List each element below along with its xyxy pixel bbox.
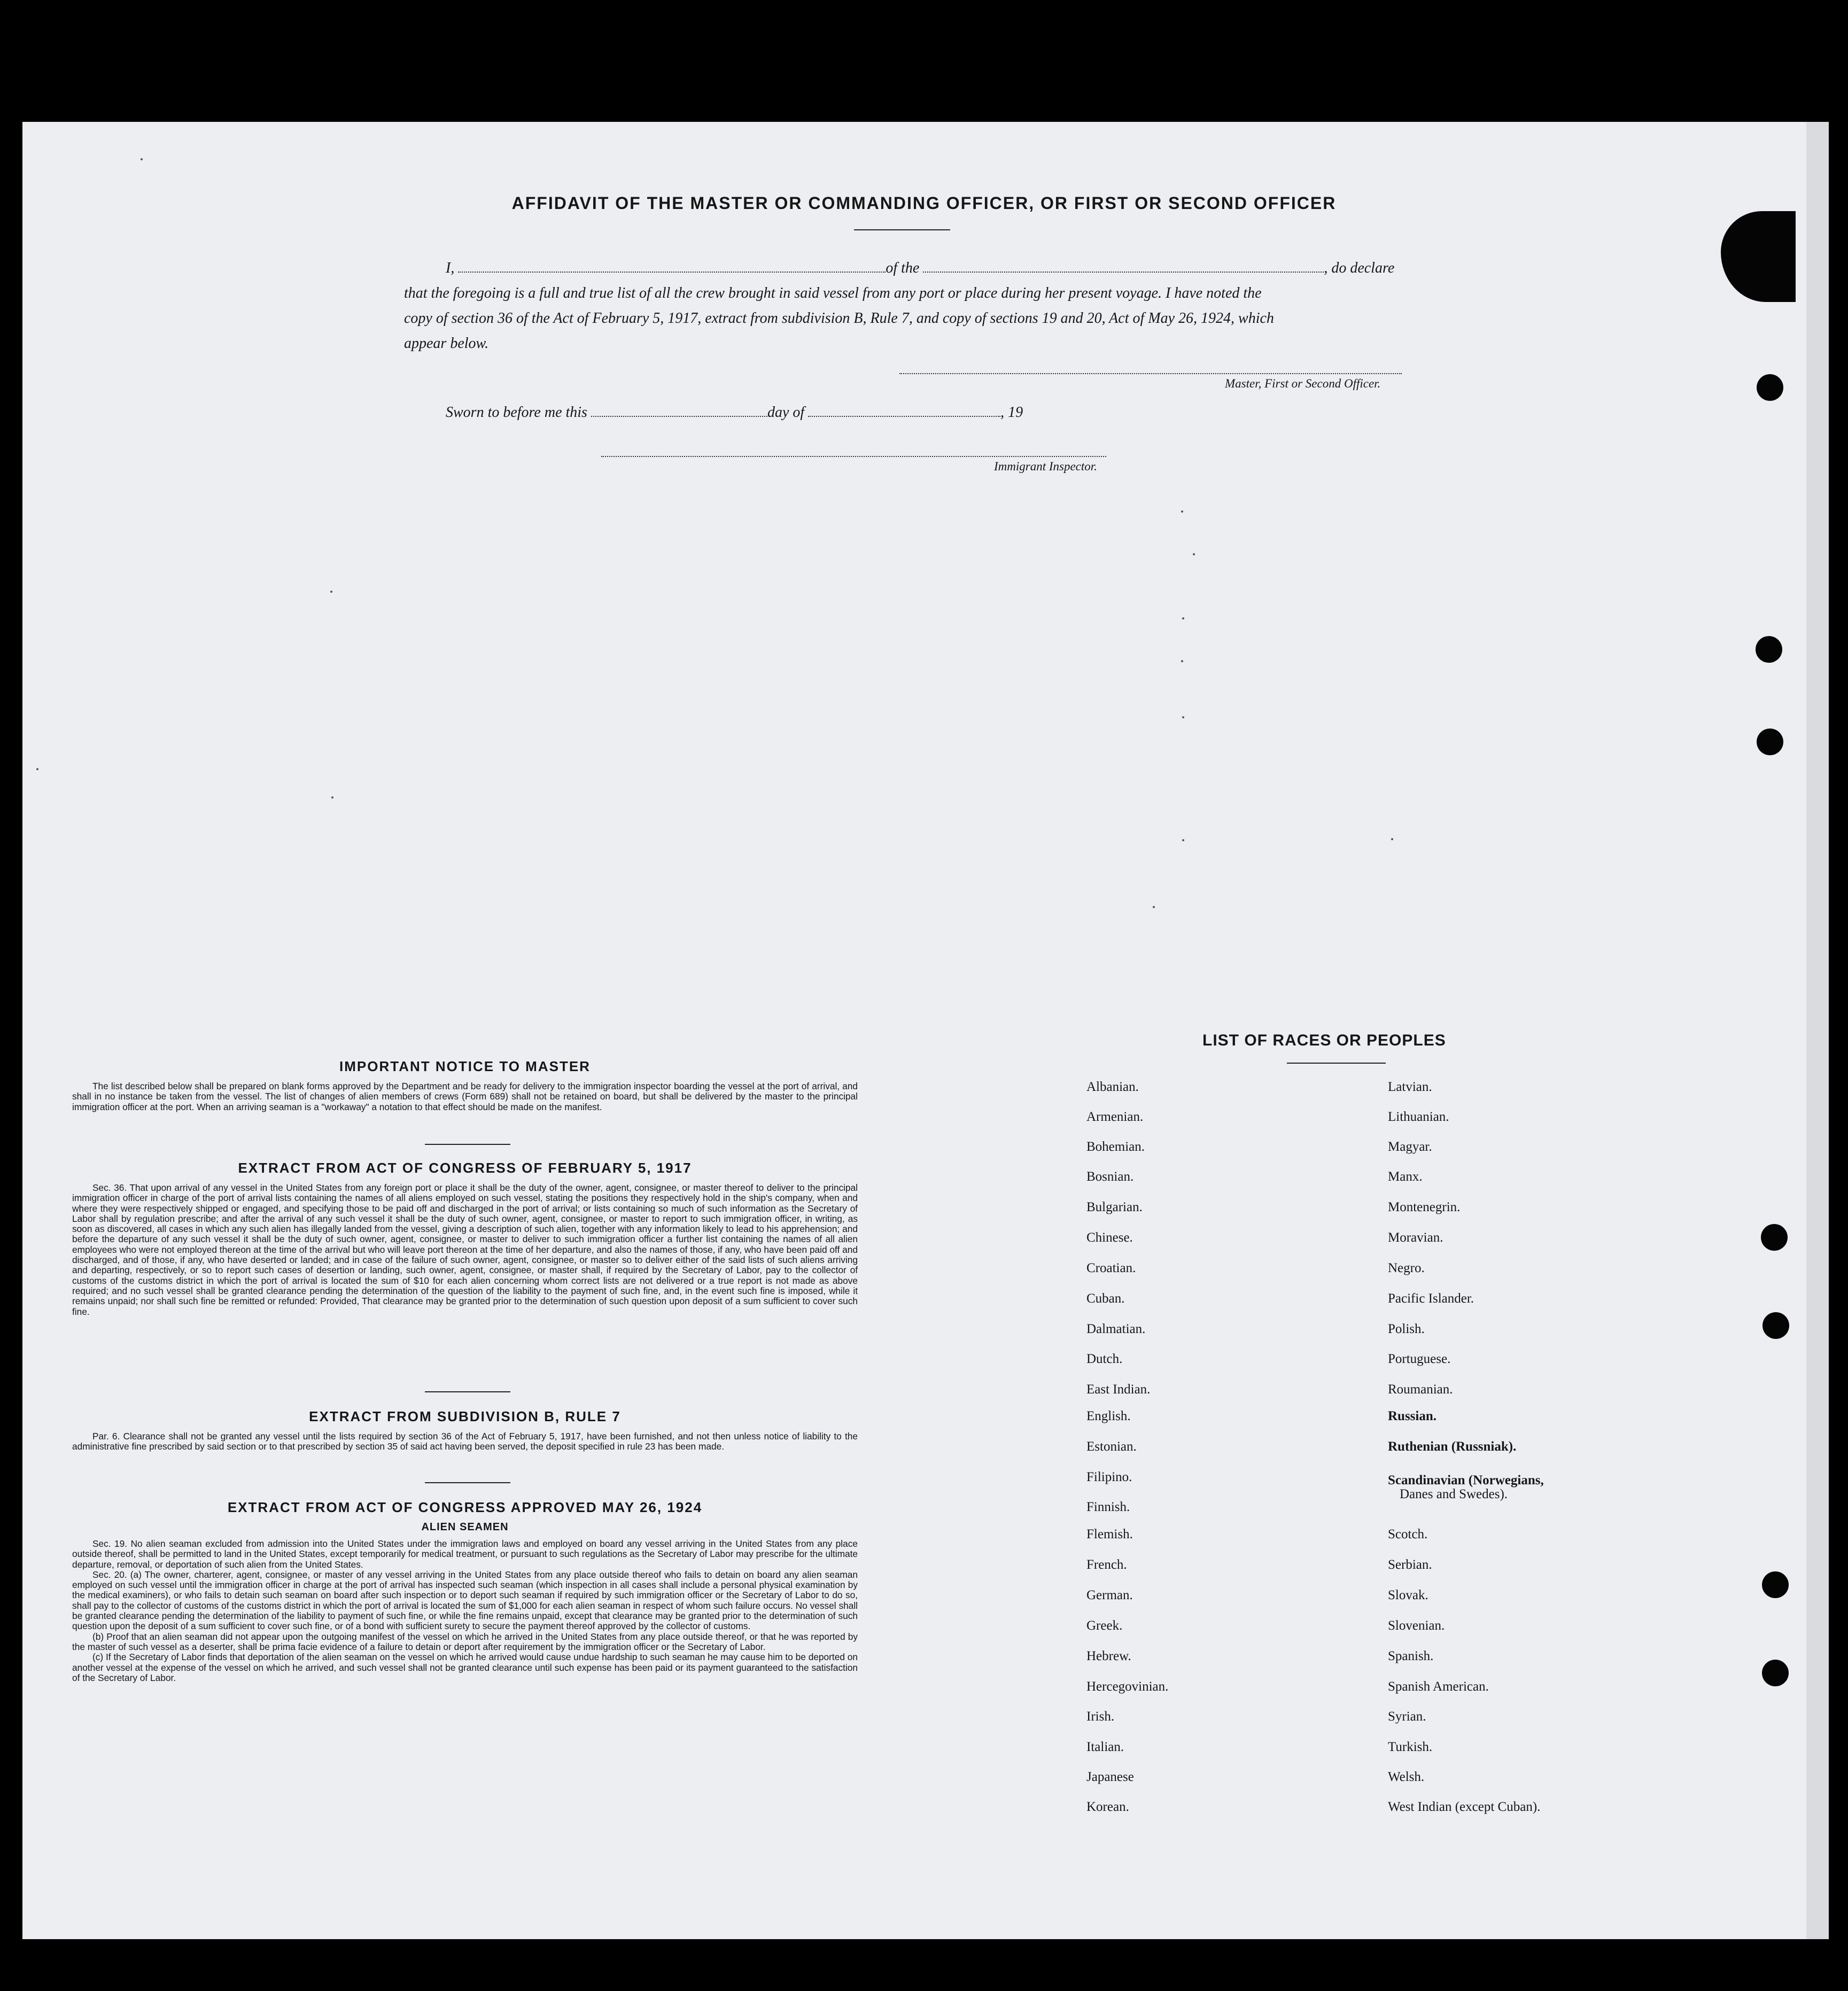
speck xyxy=(1182,839,1184,841)
affidavit-line-1 xyxy=(446,255,1403,281)
day-of-text: day of xyxy=(767,404,805,421)
race-item-right: Ruthenian (Russniak). xyxy=(1388,1439,1517,1454)
race-item-left: Filipino. xyxy=(1086,1470,1132,1484)
sec-20a-text: Sec. 20. (a) The owner, charterer, agent, consignee, or master of any vessel arriving in the United States from any place outside thereof who fails to detain on board any alien seaman employed on such vessel until the immigration officer in charge at the port of arrival has inspected such seaman (which inspection in all cases shall include a personal physical examination by the medical examiners), or who fails to detain such seaman on board after such inspection or to deport such seaman if required by such immigration officer or the Secretary of Labor to do so, shall pay to the collector of customs of the customs district in which the port of arrival is located the sum of $1,000 for each alien seaman in respect of whom such failure occurs. No vessel shall be granted clearance pending the determination of the liability to payment of such fine, or while the fine remains unpaid, except that clearance may be granted prior to the determination of such question upon the deposit of a sum sufficient to cover such fine, or of a bond with sufficient surety to secure the payment thereof approved by the collector of customs. xyxy=(72,1569,858,1632)
title-rule xyxy=(854,229,950,230)
sworn-month-field[interactable] xyxy=(808,403,1000,417)
vessel-field[interactable] xyxy=(923,259,1324,273)
binder-hole xyxy=(1757,729,1783,755)
speck xyxy=(1181,660,1183,662)
sec-20c-text: (c) If the Secretary of Labor finds that deportation of the alien seaman on the vessel on which he arrived would cause undue hardship to such seaman he may cause him to be deported on another vessel at the expense of the vessel on which he arrived, and such vessel shall not be granted clearance until such expense has been paid or its payment guaranteed to the satisfaction of the Secretary of Labor. xyxy=(72,1652,858,1683)
race-item-left: Hebrew. xyxy=(1086,1649,1131,1663)
sec-20b-text: (b) Proof that an alien seaman did not appear upon the outgoing manifest of the vessel on which he arrived in the United States from any place outside thereof, or that he was reported by the master of such vessel as a deserter, shall be prima facie evidence of a failure to detain or deport after requirement by the immigration officer or the Secretary of Labor. xyxy=(72,1631,858,1652)
speck xyxy=(1182,617,1184,619)
race-item-right: Negro. xyxy=(1388,1261,1425,1275)
race-item-left: Korean. xyxy=(1086,1800,1129,1814)
sworn-line xyxy=(404,400,1403,425)
race-item-left: Japanese xyxy=(1086,1770,1134,1784)
race-item-left: Bohemian. xyxy=(1086,1140,1145,1154)
speck xyxy=(36,768,38,770)
race-item-right: Pacific Islander. xyxy=(1388,1291,1474,1306)
race-item-right: Spanish. xyxy=(1388,1649,1434,1663)
race-item-right: Turkish. xyxy=(1388,1740,1433,1754)
race-item-right: Moravian. xyxy=(1388,1230,1443,1245)
binder-hole xyxy=(1756,636,1782,663)
race-item-left: Bulgarian. xyxy=(1086,1200,1143,1214)
race-item-left: Hercegovinian. xyxy=(1086,1679,1169,1694)
race-item-left: Croatian. xyxy=(1086,1261,1136,1275)
race-item-right: Scandinavian (Norwegians, xyxy=(1388,1473,1544,1488)
race-item-left: East Indian. xyxy=(1086,1382,1151,1397)
speck xyxy=(1391,838,1393,840)
speck xyxy=(1182,716,1184,718)
extract-1924-title: EXTRACT FROM ACT OF CONGRESS APPROVED MAY 26, 1924 xyxy=(227,1499,703,1515)
race-item-right: Manx. xyxy=(1388,1169,1423,1184)
race-item-right: Welsh. xyxy=(1388,1770,1425,1784)
binder-hole xyxy=(1757,374,1783,401)
race-item-left: Albanian. xyxy=(1086,1080,1139,1094)
race-item-right: Danes and Swedes). xyxy=(1400,1487,1508,1501)
speck xyxy=(331,796,333,799)
rule7-section xyxy=(72,1408,858,1452)
sworn-day-field[interactable] xyxy=(591,403,767,417)
race-item-right: Montenegrin. xyxy=(1388,1200,1461,1214)
binder-hole xyxy=(1762,1312,1789,1339)
races-title-rule xyxy=(1287,1063,1386,1064)
race-item-right: Lithuanian. xyxy=(1388,1110,1449,1124)
race-item-right: Roumanian. xyxy=(1388,1382,1453,1397)
binder-hole xyxy=(1761,1224,1788,1251)
race-item-left: Irish. xyxy=(1086,1709,1115,1724)
race-item-left: Armenian. xyxy=(1086,1110,1144,1124)
notice-text: The list described below shall be prepared on blank forms approved by the Department and be ready for delivery to the immigration inspector boarding the vessel at the port of arrival, and shall in no instance be taken from the vessel. The list of changes of alien members of crews (Form 689) shall not be retained on board, but shall be delivered by the master to the principal immigration officer at the port. When an arriving seaman is a "workaway" a notation to that effect should be made on the manifest. xyxy=(72,1081,858,1112)
affidavit-line-2: that the foregoing is a full and true list of all the crew brought in said vessel from any port or place during her present voyage. I have noted the xyxy=(404,285,1262,301)
race-item-right: Scotch. xyxy=(1388,1527,1428,1541)
speck xyxy=(1181,510,1183,513)
binder-hole xyxy=(1762,1571,1789,1598)
sec-19-text: Sec. 19. No alien seaman excluded from admission into the United States under the immigration laws and employed on board any vessel arriving in the United States from any place outside thereof, shall be permitted to land in the United States, except temporarily for medical treatment, or pursuant to such regulations as the Secretary of Labor may prescribe for the ultimate departure, removal, or deportation of such alien from the United States. xyxy=(72,1538,858,1570)
year-text: , 19 xyxy=(1000,404,1023,421)
name-field[interactable] xyxy=(458,259,886,273)
speck xyxy=(141,158,143,160)
race-item-right: Slovenian. xyxy=(1388,1618,1445,1633)
race-item-right: Spanish American. xyxy=(1388,1679,1489,1694)
race-item-left: Chinese. xyxy=(1086,1230,1133,1245)
race-item-left: Estonian. xyxy=(1086,1439,1137,1454)
binder-hole xyxy=(1762,1660,1789,1686)
section-rule xyxy=(425,1391,510,1392)
races-title: LIST OF RACES OR PEOPLES xyxy=(1202,1032,1446,1049)
race-item-right: Syrian. xyxy=(1388,1709,1426,1724)
affidavit-of-the: of the xyxy=(886,260,920,276)
race-item-left: Bosnian. xyxy=(1086,1169,1134,1184)
affidavit-i: I, xyxy=(446,260,455,276)
race-item-right: Portuguese. xyxy=(1388,1352,1451,1366)
speck xyxy=(330,591,332,593)
race-item-left: German. xyxy=(1086,1588,1133,1602)
affidavit-line-4: appear below. xyxy=(404,335,489,352)
rule7-title: EXTRACT FROM SUBDIVISION B, RULE 7 xyxy=(309,1408,621,1424)
race-item-left: French. xyxy=(1086,1558,1127,1572)
race-item-left: Finnish. xyxy=(1086,1500,1130,1514)
extract-1917-title: EXTRACT FROM ACT OF CONGRESS OF FEBRUARY 5, 1917 xyxy=(238,1160,692,1176)
race-item-right: Serbian. xyxy=(1388,1558,1432,1572)
alien-seamen-subtitle: ALIEN SEAMEN xyxy=(421,1521,509,1533)
race-item-right: West Indian (except Cuban). xyxy=(1388,1800,1541,1814)
affidavit-title: AFFIDAVIT OF THE MASTER OR COMMANDING OFFICER, OR FIRST OR SECOND OFFICER xyxy=(511,193,1337,213)
race-item-right: Magyar. xyxy=(1388,1140,1432,1154)
race-item-left: Flemish. xyxy=(1086,1527,1133,1541)
race-item-left: Italian. xyxy=(1086,1740,1124,1754)
extract-1917-section xyxy=(72,1160,858,1317)
master-label: Master, First or Second Officer. xyxy=(1225,377,1381,390)
extract-1917-text: Sec. 36. That upon arrival of any vessel in the United States from any foreign port or place it shall be the duty of the owner, agent, consignee, or master thereof to deliver to the principal immigration officer in charge of the port of arrival lists containing the names of all aliens employed on such vessel, stating the positions they respectively hold in the ship's company, when and where they were respectively shipped or engaged, and specifying those to be paid off and discharged in the port of arrival; or lists containing so much of such information as the Secretary of Labor shall by regulation prescribe; and after the arrival of any such vessel it shall be the duty of such owner, agent, consignee, or master to report to such immigration officer, in writing, as soon as discovered, all cases in which any such alien has illegally landed from the vessel, giving a description of such alien, together with any information likely to lead to his apprehension; and before the departure of any such vessel it shall be the duty of such owner, agent, consignee, or master to deliver to such immigration officer a further list containing the names of all alien employees who were not employed thereon at the time of the arrival but who will leave port thereon at the time of her departure, and also the names of those, if any, who have been paid off and discharged, and of those, if any, who have deserted or landed; and in case of the failure of such owner, agent, consignee, or master so to deliver either of the said lists of such aliens arriving and departing, respectively, or so to report such cases of desertion or landing, such owner, agent, consignee, or master shall, if required by the Secretary of Labor, pay to the collector of customs of the customs district in which the port of arrival is located the sum of $10 for each alien concerning whom correct lists are not delivered or a true report is not made as above required; and no such vessel shall be granted clearance pending the determination of the question of the liability to the payment of such fine, and, in the event such fine is imposed, while it remains unpaid; nor shall such fine be remitted or refunded: Provided, That clearance may be granted prior to the determination of such question upon deposit of a sum sufficient to cover such fine. xyxy=(72,1182,858,1317)
race-item-left: Dutch. xyxy=(1086,1352,1123,1366)
page-edge-shadow xyxy=(1806,122,1829,1939)
notice-title: IMPORTANT NOTICE TO MASTER xyxy=(339,1058,591,1074)
affidavit-declare: , do declare xyxy=(1324,260,1395,276)
affidavit-body xyxy=(404,255,1403,356)
section-rule xyxy=(425,1482,510,1483)
race-item-right: Slovak. xyxy=(1388,1588,1428,1602)
race-item-right: Latvian. xyxy=(1388,1080,1432,1094)
speck xyxy=(1153,906,1155,908)
master-signature-line[interactable] xyxy=(899,373,1402,374)
sworn-text: Sworn to before me this xyxy=(446,404,587,421)
speck xyxy=(1193,553,1195,555)
inspector-label: Immigrant Inspector. xyxy=(994,460,1097,473)
affidavit-line-3: copy of section 36 of the Act of February 5, 1917, extract from subdivision B, Rule 7, and copy of sections 19 and 20, Act of May 26, 1924, which xyxy=(404,310,1274,327)
race-item-right: Russian. xyxy=(1388,1409,1437,1423)
section-rule xyxy=(425,1144,510,1145)
race-item-right: Polish. xyxy=(1388,1322,1425,1336)
extract-1924-section xyxy=(72,1499,858,1683)
race-item-left: Cuban. xyxy=(1086,1291,1125,1306)
rule7-text: Par. 6. Clearance shall not be granted any vessel until the lists required by section 36 of the Act of February 5, 1917, have been furnished, and not then unless notice of liability to the administrative fine prescribed by said section or to that prescribed by section 35 of said act having been served, the deposit specified in rule 23 has been made. xyxy=(72,1431,858,1452)
notice-section xyxy=(72,1058,858,1112)
race-item-left: Dalmatian. xyxy=(1086,1322,1146,1336)
inspector-signature-line[interactable] xyxy=(601,456,1106,457)
race-item-left: Greek. xyxy=(1086,1618,1123,1633)
race-item-left: English. xyxy=(1086,1409,1131,1423)
